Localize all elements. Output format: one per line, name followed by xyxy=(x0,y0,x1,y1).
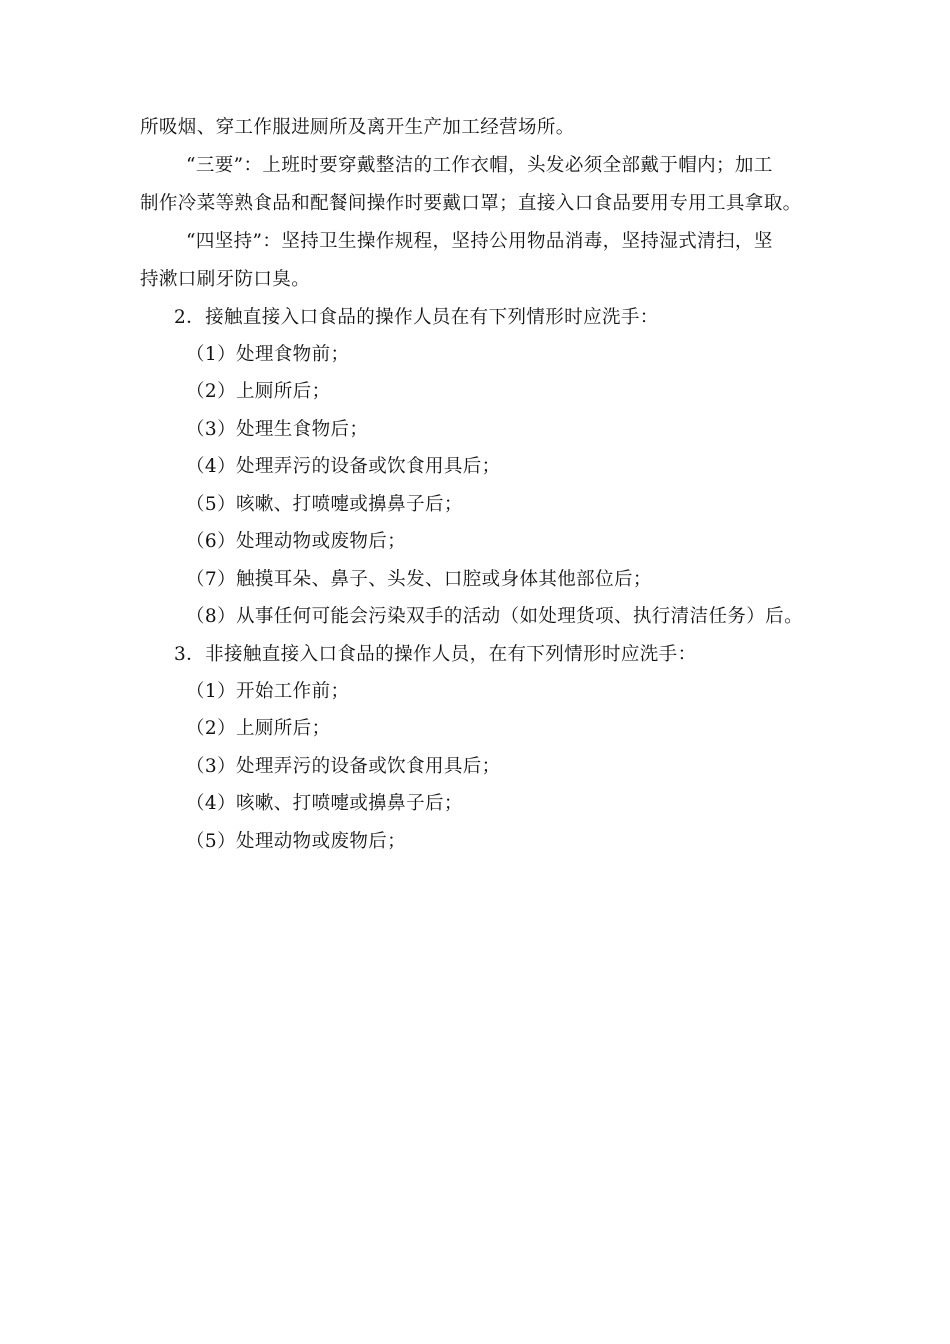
text-line: 持漱口刷牙防口臭。 xyxy=(140,269,311,290)
list-item: （3）处理弄污的设备或饮食用具后； xyxy=(186,756,501,777)
section-heading: 2．接触直接入口食品的操作人员在有下列情形时应洗手： xyxy=(174,307,659,328)
text-line: “三要”：上班时要穿戴整洁的工作衣帽，头发必须全部戴于帽内；加工 xyxy=(186,155,773,176)
list-item: （4）处理弄污的设备或饮食用具后； xyxy=(186,456,501,477)
list-item: （1）开始工作前； xyxy=(186,681,350,702)
section-heading: 3．非接触直接入口食品的操作人员，在有下列情形时应洗手： xyxy=(174,644,697,665)
list-item: （3）处理生食物后； xyxy=(186,419,369,440)
list-item: （1）处理食物前； xyxy=(186,344,350,365)
list-item: （7）触摸耳朵、鼻子、头发、口腔或身体其他部位后； xyxy=(186,569,652,590)
list-item: （5）咳嗽、打喷嚏或擤鼻子后； xyxy=(186,494,463,515)
list-item: （8）从事任何可能会污染双手的活动（如处理货项、执行清洁任务）后。 xyxy=(186,606,803,627)
list-item: （2）上厕所后； xyxy=(186,718,331,739)
text-line: 制作冷菜等熟食品和配餐间操作时要戴口罩；直接入口食品要用专用工具拿取。 xyxy=(140,193,802,214)
list-item: （5）处理动物或废物后； xyxy=(186,831,407,852)
text-line: 所吸烟、穿工作服进厕所及离开生产加工经营场所。 xyxy=(140,117,575,138)
text-line: “四坚持”：坚持卫生操作规程，坚持公用物品消毒，坚持湿式清扫，坚 xyxy=(186,231,773,252)
list-item: （6）处理动物或废物后； xyxy=(186,531,407,552)
list-item: （2）上厕所后； xyxy=(186,381,331,402)
list-item: （4）咳嗽、打喷嚏或擤鼻子后； xyxy=(186,793,463,814)
